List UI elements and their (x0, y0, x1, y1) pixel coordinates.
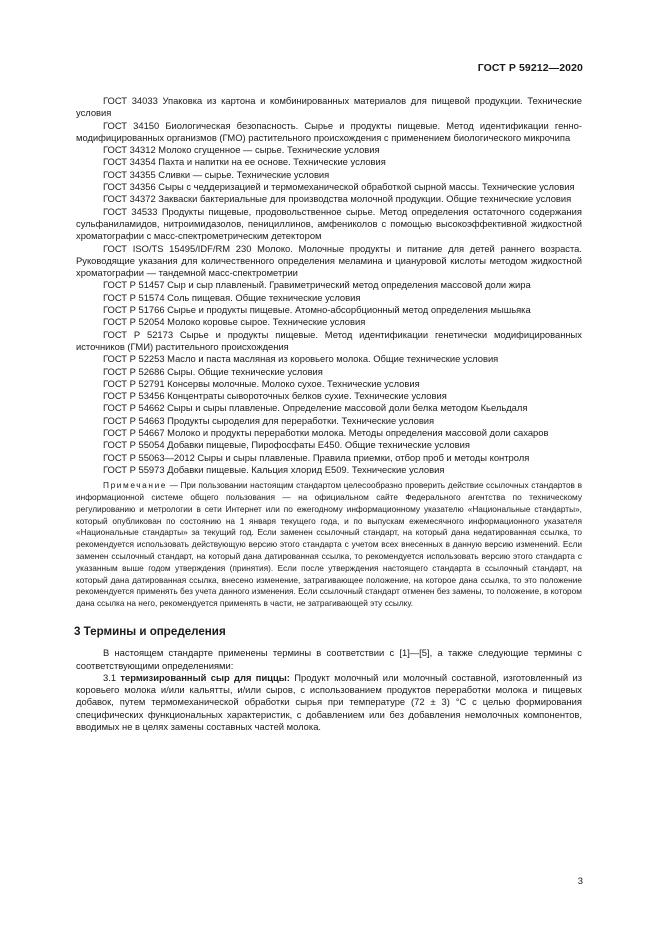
reference-item: ГОСТ 34533 Продукты пищевые, продовольственное сырье. Метод определения остаточного содержания сульфаниламидов, нитроимидазолов, пенициллинов, амфениколов с помощью высокоэффективной жидкостной хроматографии с масс-спектрометрическим детектором (76, 205, 582, 242)
reference-item: ГОСТ Р 51574 Соль пищевая. Общие технические условия (103, 291, 361, 303)
reference-item: ГОСТ Р 52791 Консервы молочные. Молоко сухое. Технические условия (103, 377, 420, 389)
reference-item: ГОСТ Р 51457 Сыр и сыр плавленый. Гравиметрический метод определения массовой доли жира (103, 279, 531, 291)
term-number: 3.1 (103, 671, 121, 683)
reference-item: ГОСТ Р 52173 Сырье и продукты пищевые. Метод идентификации генетически модифицированных источников (ГМИ) растительного происхождения (76, 328, 582, 352)
reference-item: ГОСТ Р 54667 Молоко и продукты переработки молока. Методы определения массовой доли сахаров (103, 427, 549, 439)
reference-item: ГОСТ Р 51766 Сырье и продукты пищевые. Атомно-абсорбционный метод определения мышьяка (103, 304, 531, 316)
reference-item: ГОСТ Р 54662 Сыры и сыры плавленые. Определение массовой доли белка методом Кьельдаля (103, 402, 528, 414)
reference-item: ГОСТ Р 52054 Молоко коровье сырое. Технические условия (103, 316, 366, 328)
page-content (76, 95, 582, 733)
document-code-header: ГОСТ Р 59212—2020 (477, 62, 583, 74)
term-definition-paragraph (76, 672, 582, 733)
reference-item: ГОСТ 34372 Закваски бактериальные для производства молочной продукции. Общие технические условия (103, 193, 572, 205)
reference-item: ГОСТ ISO/TS 15495/IDF/RM 230 Молоко. Молочные продукты и питание для детей раннего возраста. Руководящие указания для количественного определения меламина и циануровой кислоты методом жидкостной хроматографии — тандемной масс-спектрометрии (76, 242, 582, 279)
reference-list (76, 95, 582, 476)
reference-item: ГОСТ Р 53456 Концентраты сывороточных белков сухие. Технические условия (103, 390, 447, 402)
reference-item: ГОСТ Р 54663 Продукты сыроделия для переработки. Технические условия (103, 414, 435, 426)
term-name: термизированный сыр для пиццы: (120, 671, 290, 683)
page-number: 3 (577, 875, 583, 886)
reference-item: ГОСТ Р 55973 Добавки пищевые. Кальция хлорид Е509. Технические условия (103, 463, 445, 475)
note-label: Примечание (103, 480, 168, 491)
reference-item: ГОСТ 34312 Молоко сгущенное — сырье. Технические условия (103, 144, 380, 156)
section-title (76, 626, 582, 638)
reference-item: ГОСТ Р 52253 Масло и паста масляная из коровьего молока. Общие технические условия (103, 353, 499, 365)
section-intro: В настоящем стандарте применены термины в соответствии с [1]—[5], а также следующие термины с соответствующими определениями: (76, 647, 582, 671)
reference-item: ГОСТ Р 55063—2012 Сыры и сыры плавленые. Правила приемки, отбор проб и методы контроля (103, 451, 530, 463)
reference-item: ГОСТ 34356 Сыры с чеддеризацией и термомеханической обработкой сырной массы. Технические условия (103, 181, 575, 193)
note-text: — При пользовании настоящим стандартом целесообразно проверить действие ссылочных стандартов в информационной системе общего пользования — на официальном сайте Федерального агентства по техническому регулированию и метрологии в сети Интернет или по ежегодному информационному указателю «Национальные стандарты», который опубликован по состоянию на 1 января текущего года, и по выпускам ежемесячного информационного указателя «Национальные стандарты» за текущий год. Если заменен ссылочный стандарт, на который дана недатированная ссылка, то рекомендуется использовать действующую версию этого стандарта с учетом всех внесенных в данную версию изменений. Если заменен ссылочный стандарт, на который дана датированная ссылка, то рекомендуется использовать версию этого стандарта с указанным выше годом утверждения (принятия). Если после утверждения настоящего стандарта в ссылочный стандарт, на который дана датированная ссылка, внесено изменение, затрагивающее положение, на которое дана ссылка, то это положение рекомендуется применять без учета данного изменения. Если ссылочный стандарт отменен без замены, то положение, в котором дана ссылка на него, рекомендуется применять в части, не затрагивающей эту ссылку. (76, 480, 582, 609)
reference-item: ГОСТ 34355 Сливки — сырье. Технические условия (103, 168, 330, 180)
reference-item: ГОСТ 34150 Биологическая безопасность. Сырье и продукты пищевые. Метод идентификации генно-модифицированных организмов (ГМО) растительного происхождения с применением биологического микрочипа (76, 119, 582, 143)
term-definition: Продукт молочный или молочный составной, изготовленный из коровьего молока и/или кальятты, и/или сыров, с использованием продуктов переработки молока и пищевых добавок, путем термомеханической обработки сырья при температуре (72 ± 3) °С с целью формирования специфических функциональных характеристик, с добавлением или без добавления немолочных компонентов, вводимых не в целях замены составных частей молока. (76, 671, 583, 733)
note-paragraph (76, 480, 582, 610)
section-3-title: 3 Термины и определения (74, 624, 226, 638)
reference-item: ГОСТ Р 52686 Сыры. Общие технические условия (103, 365, 323, 377)
reference-item: ГОСТ Р 55054 Добавки пищевые, Пирофосфаты Е450. Общие технические условия (103, 439, 470, 451)
reference-item: ГОСТ 34354 Пахта и напитки на ее основе. Технические условия (103, 156, 386, 168)
reference-item: ГОСТ 34033 Упаковка из картона и комбинированных материалов для пищевой продукции. Технические условия (76, 95, 582, 119)
